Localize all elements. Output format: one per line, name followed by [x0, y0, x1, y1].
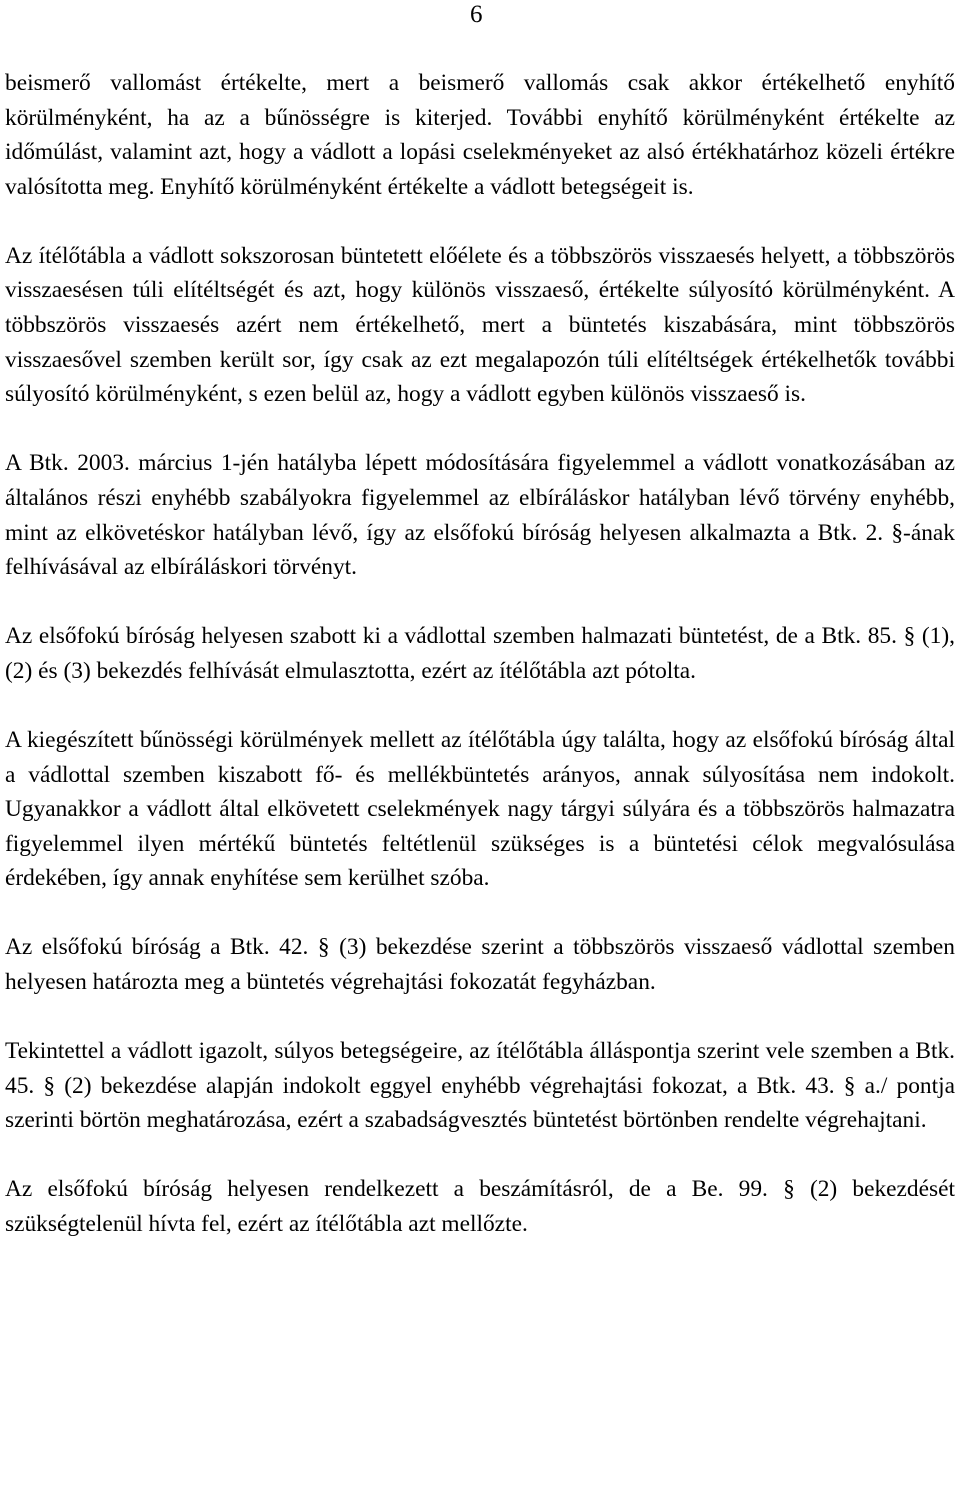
paragraph-1: beismerő vallomást értékelte, mert a beismerő vallomás csak akkor értékelhető enyhítő körülményként, ha az a bűnösségre is kiterjed. További enyhítő körülményként értékelte az időmúlást, valamint azt, hogy a vádlott a lopási cselekményeket az alsó értékhatárhoz közeli értékre valósította meg. Enyhítő körülményként értékelte a vádlott betegségeit is. — [5, 70, 955, 200]
paragraph-3: A Btk. 2003. március 1-jén hatályba lépett módosítására figyelemmel a vádlott vonatkozásában az általános részi enyhébb szabályokra figyelemmel az elbíráláskor hatályban lévő törvény enyhébb, mint az elkövetéskor hatályban lévő, így az elsőfokú bíróság helyesen alkalmazta a Btk. 2. §-ának felhívásával az elbíráláskori törvényt. — [5, 450, 955, 581]
paragraph-7: Tekintettel a vádlott igazolt, súlyos betegségeire, az ítélőtábla álláspontja szerint vele szemben a Btk. 45. § (2) bekezdése alapján indokolt eggyel enyhébb végrehajtási fokozat, a Btk. 43. § a./ pontja szerinti börtön meghatározása, ezért a szabadságvesztés büntetést börtönben rendelte végrehajtani. — [5, 1038, 955, 1134]
paragraph-8: Az elsőfokú bíróság helyesen rendelkezett a beszámításról, de a Be. 99. § (2) bekezdését szükségtelenül hívta fel, ezért az ítélőtábla azt mellőzte. — [5, 1176, 955, 1237]
paragraph-4: Az elsőfokú bíróság helyesen szabott ki a vádlottal szemben halmazati büntetést, de a Btk. 85. § (1), (2) és (3) bekezdés felhívását elmulasztotta, ezért az ítélőtábla azt pótolta. — [5, 623, 955, 684]
body-text — [5, 66, 955, 1242]
paragraph-2: Az ítélőtábla a vádlott sokszorosan büntetett előélete és a többszörös visszaesés helyett, a többszörös visszaesésen túli elítéltségét és azt, hogy különös visszaeső, értékelte súlyosító körülményként. A többszörös visszaesés azért nem értékelhető, mert a büntetés kiszabására, mint többszörös visszaesővel szemben került sor, így csak az ezt megalapozón túli elítéltségek értékelhetők további súlyosító körülményként, s ezen belül az, hogy a vádlott egyben különös visszaeső is. — [5, 242, 955, 408]
page-number: 6 — [470, 1, 483, 28]
paragraph-5: A kiegészített bűnösségi körülmények mellett az ítélőtábla úgy találta, hogy az elsőfokú bíróság által a vádlottal szemben kiszabott fő- és mellékbüntetés arányos, annak súlyosítása nem indokolt. Ugyanakkor a vádlott által elkövetett cselekmények nagy tárgyi súlyára és a többszörös halmazatra figyelemmel ilyen mértékű büntetés feltétlenül szükséges is a büntetési célok megvalósulása érdekében, így annak enyhítése sem kerülhet szóba. — [5, 726, 955, 892]
paragraph-6: Az elsőfokú bíróság a Btk. 42. § (3) bekezdése szerint a többszörös visszaeső vádlottal szemben helyesen határozta meg a büntetés végrehajtási fokozatát fegyházban. — [5, 934, 955, 995]
